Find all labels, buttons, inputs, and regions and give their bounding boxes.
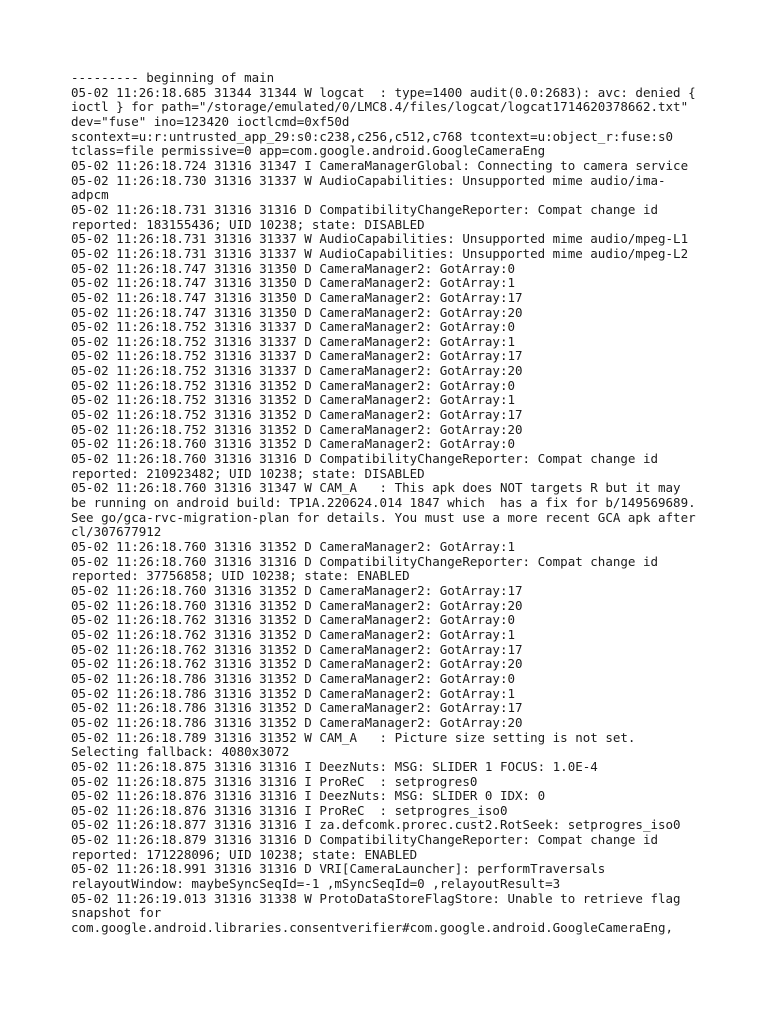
- log-line: 05-02 11:26:18.760 31316 31347 W CAM_A : This apk does NOT targets R but it may: [71, 480, 681, 496]
- log-line: 05-02 11:26:18.752 31316 31352 D CameraManager2: GotArray:20: [71, 421, 523, 437]
- log-line: 05-02 11:26:18.762 31316 31352 D CameraManager2: GotArray:20: [71, 656, 523, 672]
- log-line: 05-02 11:26:19.013 31316 31338 W ProtoDataStoreFlagStore: Unable to retrieve flag: [71, 890, 681, 906]
- log-line: 05-02 11:26:18.747 31316 31350 D CameraManager2: GotArray:20: [71, 304, 523, 320]
- log-line: 05-02 11:26:18.786 31316 31352 D CameraManager2: GotArray:17: [71, 700, 523, 716]
- log-line: 05-02 11:26:18.760 31316 31352 D CameraManager2: GotArray:1: [71, 539, 516, 554]
- log-line: 05-02 11:26:18.724 31316 31347 I CameraManagerGlobal: Connecting to camera service: [71, 157, 689, 173]
- log-line: 05-02 11:26:18.876 31316 31316 I DeezNuts: MSG: SLIDER 0 IDX: 0: [71, 788, 546, 804]
- log-line: snapshot for: [71, 905, 162, 921]
- log-line: 05-02 11:26:18.879 31316 31316 D CompatibilityChangeReporter: Compat change id: [71, 832, 658, 848]
- log-line: 05-02 11:26:18.786 31316 31352 D CameraManager2: GotArray:20: [71, 714, 523, 730]
- log-line: dev="fuse" ino=123420 ioctlcmd=0xf50d: [71, 113, 350, 129]
- log-line: 05-02 11:26:18.760 31316 31352 D CameraManager2: GotArray:0: [71, 436, 516, 452]
- log-line: 05-02 11:26:18.752 31316 31337 D CameraManager2: GotArray:20: [71, 363, 523, 379]
- log-line: 05-02 11:26:18.760 31316 31352 D CameraManager2: GotArray:17: [71, 582, 523, 598]
- log-line: scontext=u:r:untrusted_app_29:s0:c238,c256,c512,c768 tcontext=u:object_r:fuse:s0: [71, 128, 674, 144]
- log-line: 05-02 11:26:18.762 31316 31352 D CameraManager2: GotArray:1: [71, 626, 516, 642]
- log-line: 05-02 11:26:18.875 31316 31316 I DeezNuts: MSG: SLIDER 1 FOCUS: 1.0E-4: [71, 758, 598, 774]
- log-line: 05-02 11:26:18.877 31316 31316 I za.defcomk.prorec.cust2.RotSeek: setprogres_iso0: [71, 817, 681, 833]
- log-line: 05-02 11:26:18.875 31316 31316 I ProReC : setprogres0: [71, 773, 478, 789]
- log-line: relayoutWindow: maybeSyncSeqId=-1 ,mSyncSeqId=0 ,relayoutResult=3: [71, 876, 561, 892]
- log-line: 05-02 11:26:18.876 31316 31316 I ProReC : setprogres_iso0: [71, 802, 508, 818]
- log-line: 05-02 11:26:18.752 31316 31337 D CameraManager2: GotArray:0: [71, 319, 516, 335]
- log-line: 05-02 11:26:18.786 31316 31352 D CameraManager2: GotArray:0: [71, 670, 516, 686]
- log-line: 05-02 11:26:18.752 31316 31352 D CameraManager2: GotArray:17: [71, 407, 523, 423]
- log-line: com.google.android.libraries.consentverifier#com.google.android.GoogleCameraEng,: [71, 920, 674, 936]
- log-line: 05-02 11:26:18.752 31316 31337 D CameraManager2: GotArray:1: [71, 333, 516, 349]
- log-line: 05-02 11:26:18.730 31316 31337 W AudioCapabilities: Unsupported mime audio/ima-: [71, 172, 666, 188]
- log-line: 05-02 11:26:18.731 31316 31337 W AudioCapabilities: Unsupported mime audio/mpeg-L2: [71, 245, 689, 261]
- logcat-output: [71, 71, 711, 936]
- log-line: tclass=file permissive=0 app=com.google.android.GoogleCameraEng: [71, 143, 546, 159]
- log-line: 05-02 11:26:18.747 31316 31350 D CameraManager2: GotArray:1: [71, 275, 516, 291]
- log-line: See go/gca-rvc-migration-plan for details. You must use a more recent GCA apk after: [71, 509, 696, 525]
- log-line: ioctl } for path="/storage/emulated/0/LMC8.4/files/logcat/logcat1714620378662.txt": [71, 99, 689, 115]
- log-line: 05-02 11:26:18.762 31316 31352 D CameraManager2: GotArray:17: [71, 641, 523, 657]
- log-line: 05-02 11:26:18.786 31316 31352 D CameraManager2: GotArray:1: [71, 685, 516, 701]
- log-line: cl/307677912: [71, 524, 162, 540]
- log-line: 05-02 11:26:18.731 31316 31316 D CompatibilityChangeReporter: Compat change id: [71, 201, 658, 217]
- log-line: 05-02 11:26:18.760 31316 31316 D CompatibilityChangeReporter: Compat change id: [71, 451, 658, 467]
- log-line: 05-02 11:26:18.685 31344 31344 W logcat : type=1400 audit(0.0:2683): avc: denied {: [71, 84, 696, 100]
- log-line: 05-02 11:26:18.760 31316 31316 D CompatibilityChangeReporter: Compat change id: [71, 553, 658, 569]
- log-line: reported: 210923482; UID 10238; state: DISABLED: [71, 465, 425, 481]
- log-line: be running on android build: TP1A.220624.014 1847 which has a fix for b/149569689.: [71, 495, 696, 511]
- log-line: 05-02 11:26:18.752 31316 31352 D CameraManager2: GotArray:0: [71, 377, 516, 393]
- log-line: 05-02 11:26:18.752 31316 31337 D CameraManager2: GotArray:17: [71, 348, 523, 364]
- log-line: 05-02 11:26:18.762 31316 31352 D CameraManager2: GotArray:0: [71, 612, 516, 628]
- log-line: reported: 37756858; UID 10238; state: ENABLED: [71, 568, 410, 584]
- log-line: 05-02 11:26:18.789 31316 31352 W CAM_A : Picture size setting is not set.: [71, 729, 636, 745]
- log-line: Selecting fallback: 4080x3072: [71, 744, 290, 760]
- log-line: 05-02 11:26:18.731 31316 31337 W AudioCapabilities: Unsupported mime audio/mpeg-L1: [71, 231, 689, 247]
- log-line: 05-02 11:26:18.760 31316 31352 D CameraManager2: GotArray:20: [71, 597, 523, 613]
- log-line: 05-02 11:26:18.747 31316 31350 D CameraManager2: GotArray:0: [71, 260, 516, 276]
- log-line: adpcm: [71, 187, 109, 203]
- log-line: 05-02 11:26:18.752 31316 31352 D CameraManager2: GotArray:1: [71, 392, 516, 408]
- log-line: 05-02 11:26:18.747 31316 31350 D CameraManager2: GotArray:17: [71, 289, 523, 305]
- log-line: --------- beginning of main: [71, 70, 275, 85]
- log-line: 05-02 11:26:18.991 31316 31316 D VRI[CameraLauncher]: performTraversals: [71, 861, 606, 877]
- log-line: reported: 171228096; UID 10238; state: ENABLED: [71, 846, 418, 862]
- log-line: reported: 183155436; UID 10238; state: DISABLED: [71, 216, 425, 232]
